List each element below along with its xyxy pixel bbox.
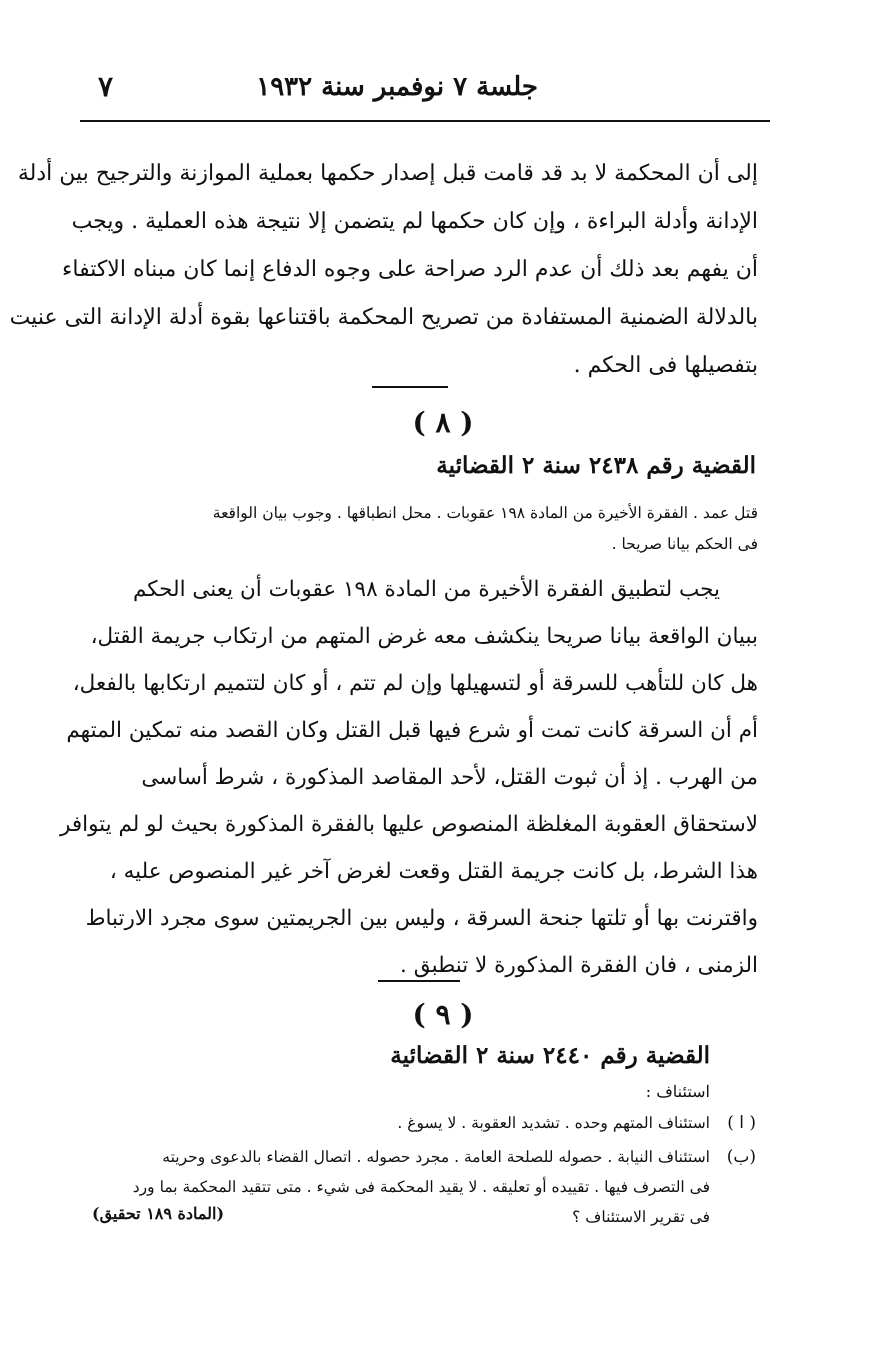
running-header bbox=[0, 72, 886, 112]
item-b-line: استئناف النيابة . حصوله للصلحة العامة . مجرد حصوله . اتصال القضاء بالدعوى وحريته bbox=[162, 1148, 710, 1166]
body-line: هذا الشرط، بل كانت جريمة القتل وقعت لغرض آخر غير المنصوص عليه ، bbox=[109, 859, 758, 884]
intro-line: إلى أن المحكمة لا بد قد قامت قبل إصدار حكمها بعملية الموازنة والترجيح بين أدلة bbox=[17, 161, 758, 186]
case-heading: القضية رقم ٢٤٤٠ سنة ٢ القضائية bbox=[390, 1042, 710, 1069]
page-number: ٧ bbox=[98, 70, 114, 103]
case-body bbox=[59, 566, 758, 989]
article-reference: (المادة ١٨٩ تحقيق) bbox=[92, 1204, 225, 1223]
section-separator bbox=[378, 980, 460, 982]
section-number: ( ٩ ) bbox=[412, 998, 474, 1031]
body-line: لاستحقاق العقوبة المغلظة المنصوص عليها بالفقرة المذكورة بحيث لو لم يتوافر bbox=[59, 812, 758, 837]
body-line: واقترنت بها أو تلتها جنحة السرقة ، وليس بين الجريمتين سوى مجرد الارتباط bbox=[85, 906, 758, 931]
item-b-line: فى تقرير الاستئناف ؟ bbox=[572, 1208, 710, 1226]
item-a-marker: ( ا ) bbox=[727, 1113, 756, 1133]
intro-line: أن يفهم بعد ذلك أن عدم الرد صراحة على وجوه الدفاع إنما كان مبناه الاكتفاء bbox=[62, 257, 758, 282]
item-b-marker: (ب) bbox=[726, 1147, 756, 1167]
item-b-line: فى التصرف فيها . تقييده أو تعليقه . لا يقيد المحكمة فى شيء . متى تتقيد المحكمة بما ورد bbox=[132, 1178, 710, 1196]
intro-line: الإدانة وأدلة البراءة ، وإن كان حكمها لم يتضمن إلا نتيجة هذه العملية . ويجب bbox=[71, 209, 758, 234]
item-a-text: استئناف المتهم وحده . تشديد العقوبة . لا يسوغ . bbox=[397, 1114, 710, 1132]
body-line: من الهرب . إذ أن ثبوت القتل، لأحد المقاصد المذكورة ، شرط أساسى bbox=[141, 765, 758, 790]
section-separator bbox=[372, 386, 448, 388]
body-line: يجب لتطبيق الفقرة الأخيرة من المادة ١٩٨ عقوبات أن يعنى الحكم bbox=[132, 577, 720, 602]
body-line: الزمنى ، فان الفقرة المذكورة لا تنطبق . bbox=[400, 953, 758, 978]
body-line: هل كان للتأهب للسرقة أو لتسهيلها وإن لم تتم ، أو كان لتتميم ارتكابها بالفعل، bbox=[72, 671, 758, 696]
section-number: ( ٨ ) bbox=[412, 406, 474, 439]
body-line: أم أن السرقة كانت تمت أو شرع فيها قبل القتل وكان القصد منه تمكين المتهم bbox=[66, 718, 758, 743]
body-line: ببيان الواقعة بيانا صريحا ينكشف معه غرض المتهم من ارتكاب جريمة القتل، bbox=[90, 624, 758, 649]
intro-paragraph bbox=[9, 150, 758, 390]
session-title: جلسة ٧ نوفمبر سنة ١٩٣٢ bbox=[256, 72, 538, 102]
header-rule bbox=[80, 120, 770, 122]
topic-label: استئناف : bbox=[645, 1082, 710, 1101]
case-summary bbox=[106, 498, 758, 560]
case-heading: القضية رقم ٢٤٣٨ سنة ٢ القضائية bbox=[436, 452, 756, 479]
summary-line: فى الحكم بيانا صريحا . bbox=[611, 535, 758, 553]
intro-line: بتفصيلها فى الحكم . bbox=[573, 353, 758, 378]
summary-line: قتل عمد . الفقرة الأخيرة من المادة ١٩٨ عقوبات . محل انطباقها . وجوب بيان الواقعة bbox=[212, 504, 758, 522]
intro-line: بالدلالة الضمنية المستفادة من تصريح المحكمة باقتناعها بقوة أدلة الإدانة التى عنيت bbox=[9, 305, 758, 330]
